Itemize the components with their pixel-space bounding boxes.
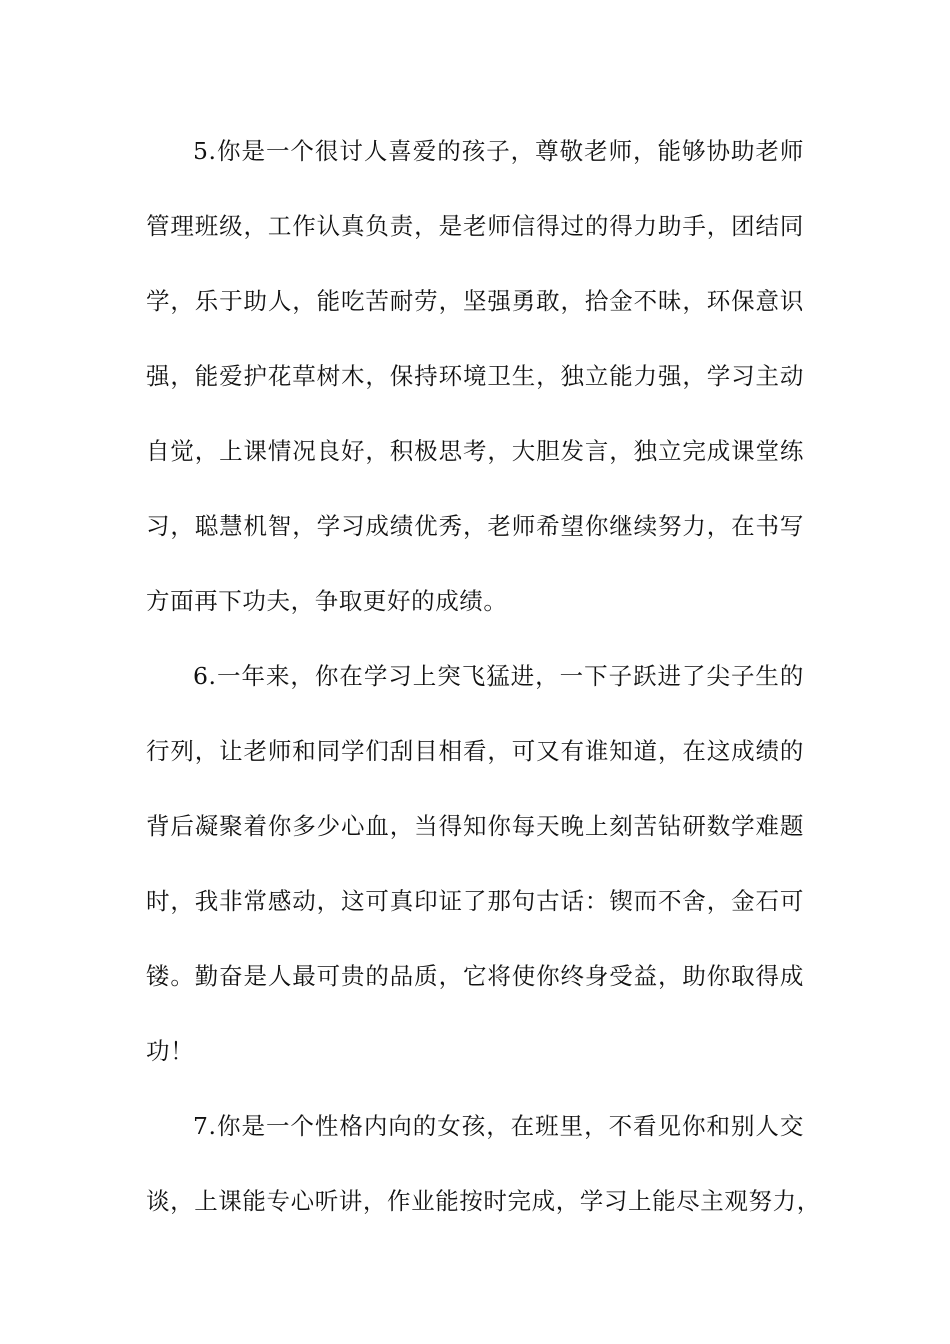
paragraph-item-6: [146, 639, 804, 1089]
text-line: 背后凝聚着你多少心血，当得知你每天晚上刻苦钻研数学难题: [146, 812, 804, 840]
text-line: 功！: [146, 1037, 195, 1065]
paragraph-item-7: [146, 1089, 821, 1239]
paragraph-item-5: [146, 114, 804, 639]
text-line: 习，聪慧机智，学习成绩优秀，老师希望你继续努力，在书写: [146, 512, 804, 540]
text-line: 自觉，上课情况良好，积极思考，大胆发言，独立完成课堂练: [146, 437, 804, 465]
document-body: [146, 114, 821, 1239]
text-line: 6.一年来，你在学习上突飞猛进，一下子跃进了尖子生的: [193, 662, 804, 690]
text-line: 管理班级，工作认真负责，是老师信得过的得力助手，团结同: [146, 212, 804, 240]
text-line: 谈，上课能专心听讲，作业能按时完成，学习上能尽主观努力，: [146, 1187, 821, 1215]
text-line: 行列，让老师和同学们刮目相看，可又有谁知道，在这成绩的: [146, 737, 804, 765]
text-line: 5.你是一个很讨人喜爱的孩子，尊敬老师，能够协助老师: [193, 137, 804, 165]
text-line: 方面再下功夫，争取更好的成绩。: [146, 587, 508, 615]
text-line: 镂。勤奋是人最可贵的品质，它将使你终身受益，助你取得成: [146, 962, 804, 990]
text-line: 时，我非常感动，这可真印证了那句古话：锲而不舍，金石可: [146, 887, 804, 915]
text-line: 学，乐于助人，能吃苦耐劳，坚强勇敢，拾金不昧，环保意识: [146, 287, 804, 315]
text-line: 强，能爱护花草树木，保持环境卫生，独立能力强，学习主动: [146, 362, 804, 390]
text-line: 7.你是一个性格内向的女孩，在班里，不看见你和别人交: [193, 1112, 804, 1140]
